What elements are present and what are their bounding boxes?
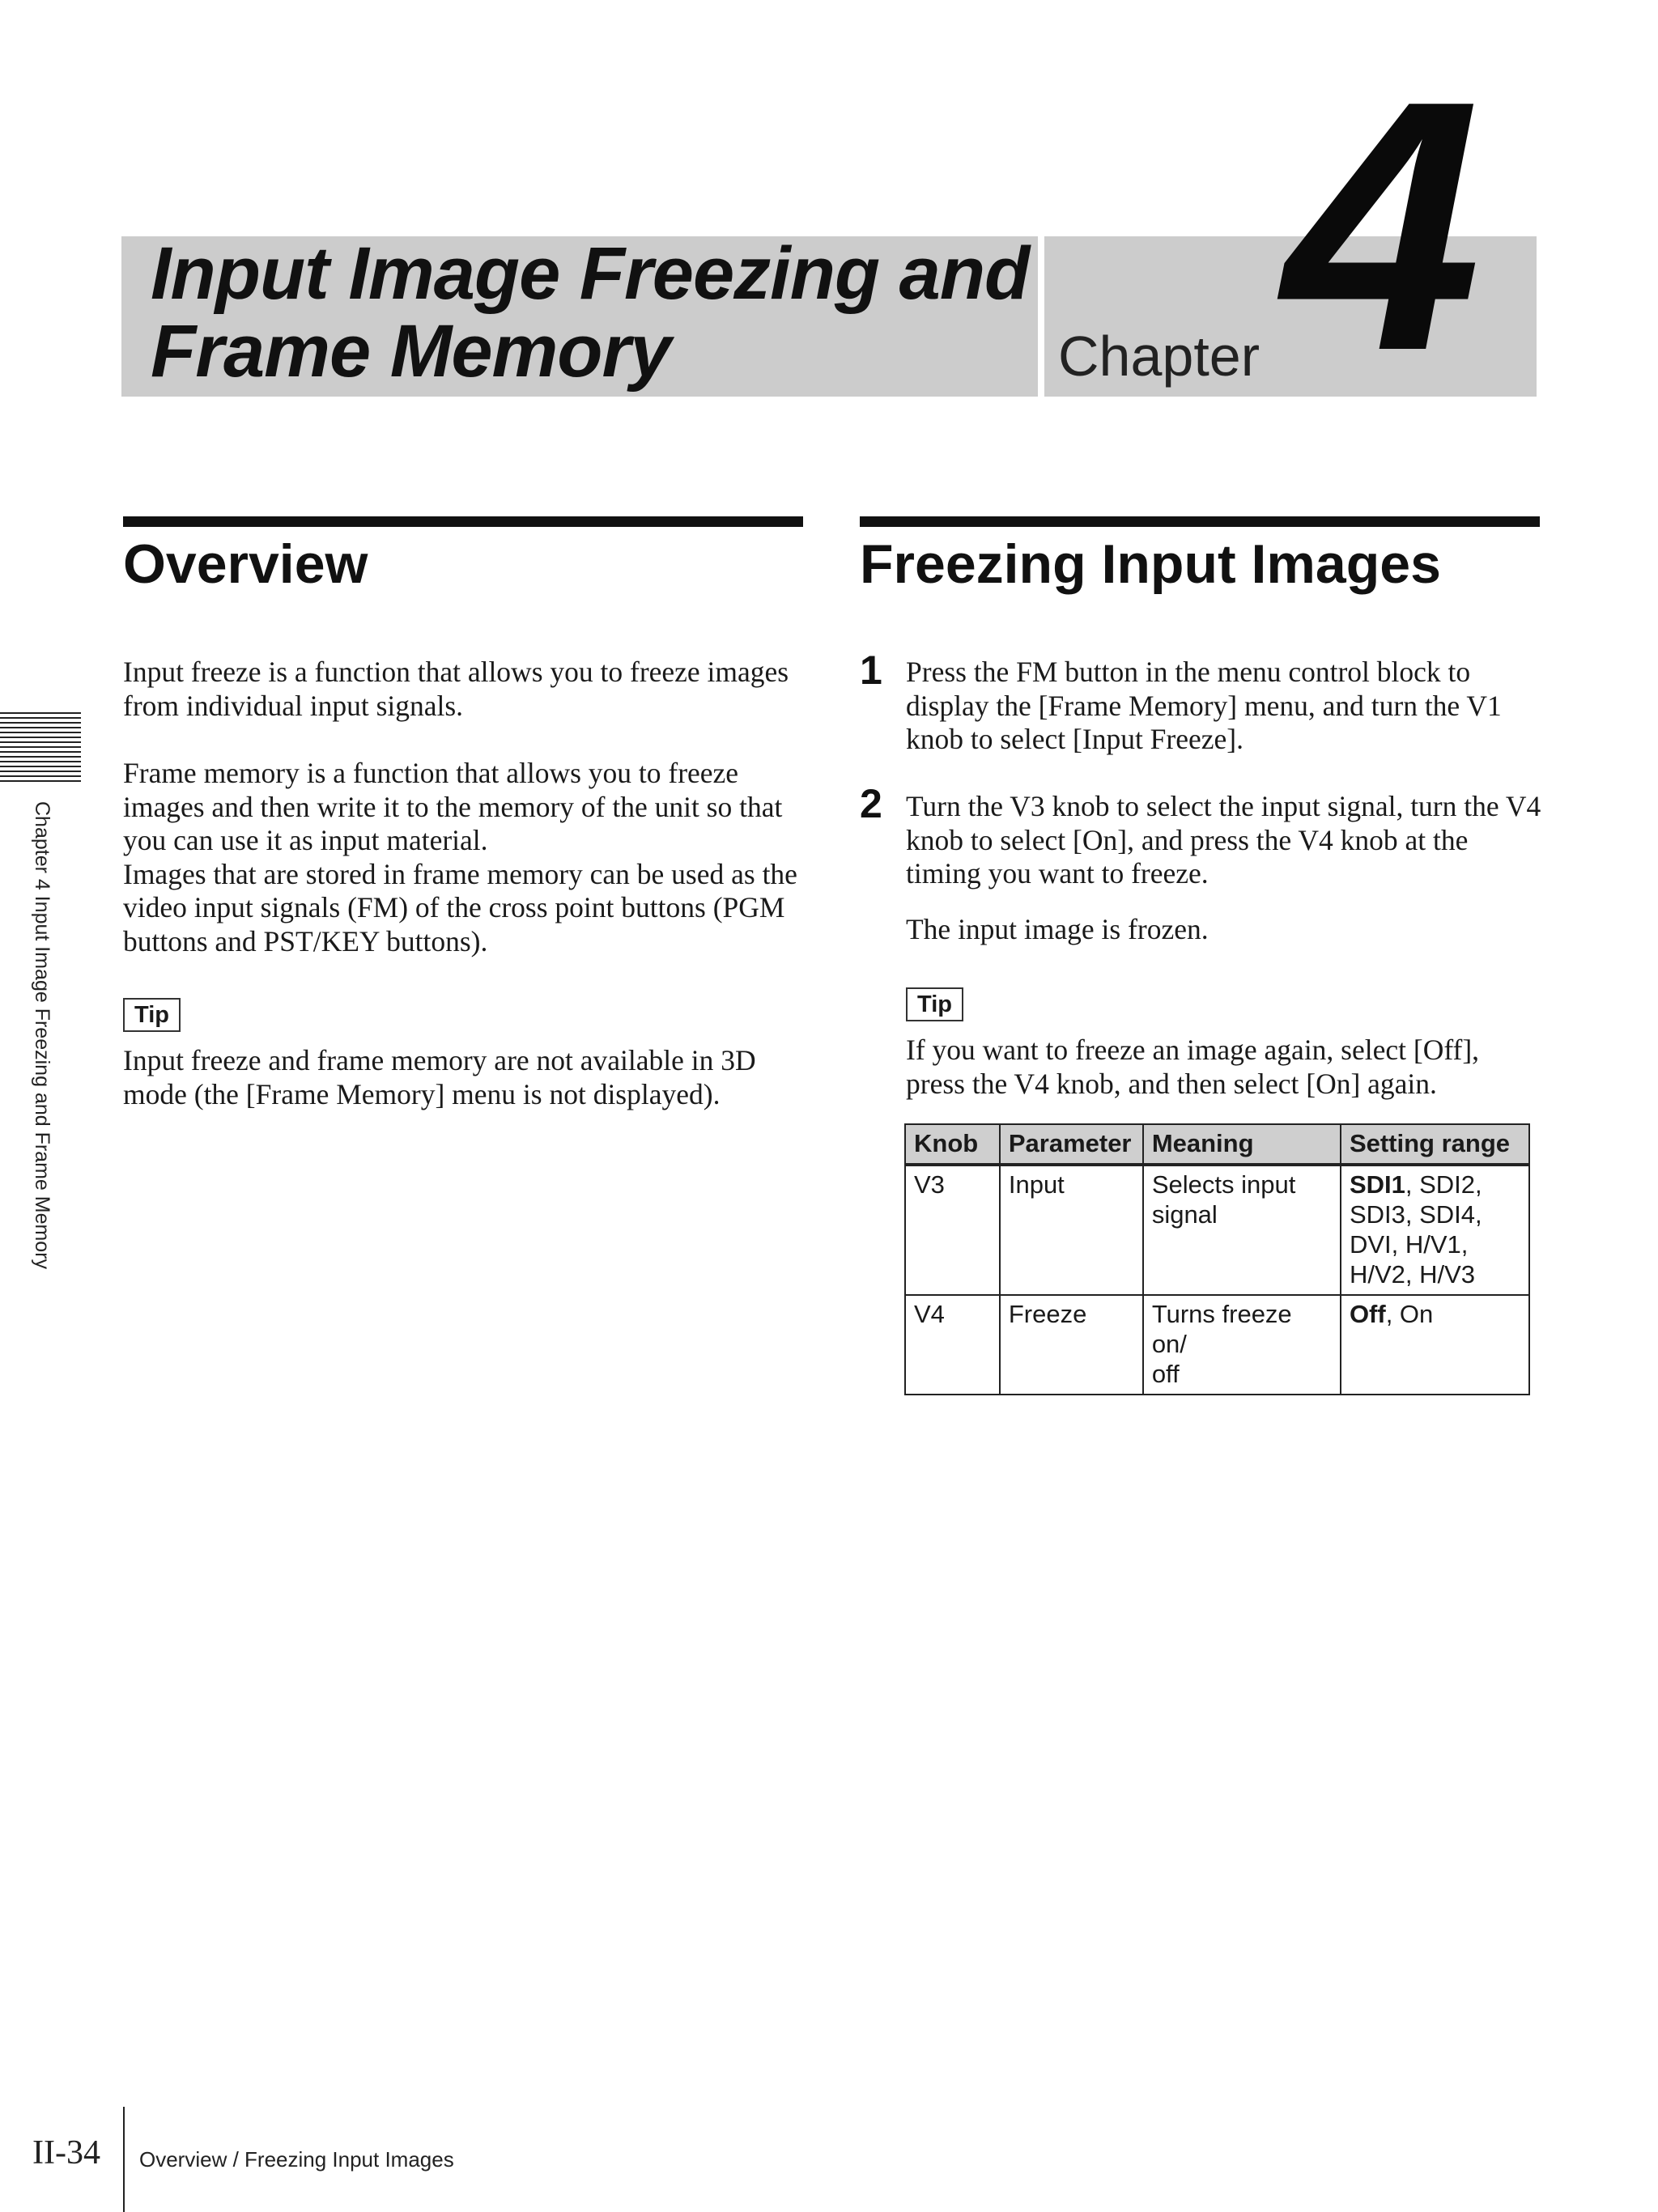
page-number: II-34: [32, 2134, 100, 2172]
freezing-rule: [860, 516, 1540, 527]
step-1-text: [906, 656, 1502, 757]
header-parameter: Parameter: [1000, 1124, 1143, 1165]
text-line: buttons and PST/KEY buttons).: [123, 924, 488, 957]
freezing-tip-label: Tip: [906, 987, 963, 1021]
text-line: video input signals (FM) of the cross point buttons (PGM: [123, 891, 785, 923]
default-value: Off: [1349, 1300, 1386, 1328]
overview-paragraph-2: [123, 757, 797, 958]
text-line: Frame memory is a function that allows you to freeze: [123, 757, 739, 789]
overview-tip-text: [123, 1044, 756, 1111]
header-meaning: Meaning: [1143, 1124, 1341, 1165]
text-line: knob to select [On], and press the V4 knob at the: [906, 823, 1469, 856]
text-line: If you want to freeze an image again, select [Off],: [906, 1034, 1480, 1066]
overview-tip-label: Tip: [123, 998, 181, 1032]
text-line: mode (the [Frame Memory] menu is not displayed).: [123, 1077, 721, 1110]
text-line: DVI, H/V1,: [1349, 1230, 1469, 1259]
header-knob: Knob: [905, 1124, 1000, 1165]
text-line: Turns freeze on/: [1151, 1300, 1292, 1358]
chapter-title-line-2: Frame Memory: [151, 310, 671, 393]
overview-rule: [123, 516, 803, 527]
freezing-tip-text: [906, 1034, 1479, 1101]
table-row: [905, 1295, 1529, 1395]
text-line: signal: [1151, 1200, 1218, 1229]
chapter-label: Chapter: [1058, 325, 1261, 388]
text-line: timing you want to freeze.: [906, 857, 1209, 889]
cell-meaning: [1143, 1295, 1341, 1395]
text-line: Input freeze and frame memory are not available in 3D: [123, 1044, 756, 1076]
text-line: Press the FM button in the menu control block to: [906, 656, 1471, 688]
text-line: [1350, 1170, 1520, 1199]
overview-paragraph-1: [123, 656, 789, 723]
text-line: press the V4 knob, and then select [On] again.: [906, 1067, 1437, 1100]
text-line: knob to select [Input Freeze].: [906, 723, 1244, 755]
side-tab-text: Chapter 4 Input Image Freezing and Frame Memory: [31, 801, 53, 1270]
cell-meaning: [1143, 1165, 1341, 1295]
text-line: [1350, 1299, 1520, 1329]
text-line: from individual input signals.: [123, 689, 464, 722]
range-values: , SDI2,: [1405, 1170, 1482, 1199]
chapter-title: [151, 232, 1033, 393]
text-line: SDI3, SDI4,: [1349, 1200, 1482, 1229]
chapter-number: 4: [1283, 28, 1473, 425]
text-line: images and then write it to the memory of the unit so that: [123, 790, 783, 823]
text-line: off: [1151, 1360, 1180, 1388]
step-2-number: 2: [860, 781, 882, 826]
cell-parameter: Freeze: [1000, 1295, 1143, 1395]
cell-parameter: Input: [1000, 1165, 1143, 1295]
side-tab-marker: [0, 712, 81, 787]
step-1-number: 1: [860, 647, 882, 693]
text-line: Selects input: [1151, 1170, 1296, 1199]
cell-setting-range: [1341, 1165, 1529, 1295]
freezing-heading: Freezing Input Images: [860, 533, 1441, 595]
default-value: SDI1: [1349, 1170, 1405, 1199]
footer-divider: [123, 2107, 125, 2212]
step-2-text: [906, 790, 1541, 891]
table-header-row: [905, 1124, 1529, 1165]
chapter-title-line-1: Input Image Freezing and: [151, 232, 1030, 315]
range-values: , On: [1385, 1300, 1434, 1328]
cell-setting-range: [1341, 1295, 1529, 1395]
text-line: you can use it as input material.: [123, 824, 488, 856]
text-line: display the [Frame Memory] menu, and turn the V1: [906, 689, 1502, 722]
cell-knob: V4: [905, 1295, 1000, 1395]
text-line: H/V2, H/V3: [1349, 1260, 1475, 1289]
text-line: Input freeze is a function that allows you to freeze images: [123, 656, 789, 688]
step-2-result: The input image is frozen.: [906, 913, 1209, 945]
header-setting-range: Setting range: [1341, 1124, 1529, 1165]
text-line: Images that are stored in frame memory can be used as the: [123, 857, 797, 890]
footer-section-title: Overview / Freezing Input Images: [139, 2147, 454, 2172]
parameter-table: [904, 1123, 1530, 1395]
cell-knob: V3: [905, 1165, 1000, 1295]
overview-heading: Overview: [123, 533, 368, 595]
table-row: [905, 1165, 1529, 1295]
text-line: Turn the V3 knob to select the input signal, turn the V4: [906, 790, 1541, 822]
